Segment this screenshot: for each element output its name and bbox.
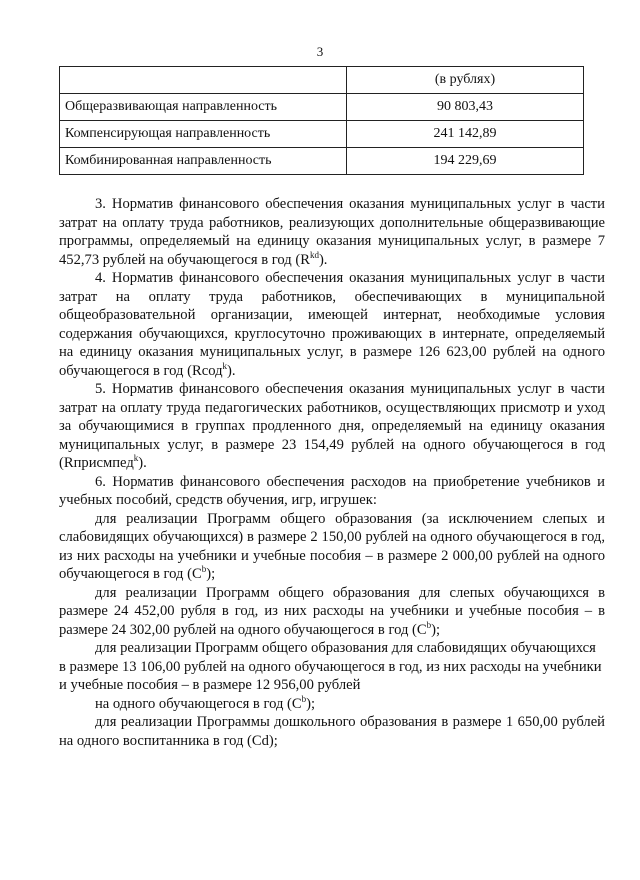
- table-row-label: Компенсирующая направленность: [60, 121, 347, 148]
- paragraph-end: );: [206, 566, 216, 582]
- paragraph-end: );: [431, 621, 441, 638]
- table-row: [60, 148, 584, 175]
- table-cell: [60, 67, 347, 94]
- table-row-value: 90 803,43: [347, 94, 584, 121]
- superscript: b: [201, 564, 207, 575]
- paragraph-8: [59, 584, 605, 640]
- standards-table: [59, 66, 584, 175]
- paragraph-text: 4. Норматив финансового обеспечения оказания муниципальных услуг в части затрат на оплату труда работников, обеспечивающих в муниципальной общеобразовательной организации, имеющей интернат, необходимые условия содержания обучающихся, круглосуточно проживающих в интернате, определяемый на единицу оказания муниципальных услуг, в размере 126 623,00 рублей на одного обучающегося в год (Rсод: [59, 270, 605, 379]
- paragraph-3: [59, 195, 605, 269]
- paragraph-text: 3. Норматив финансового обеспечения оказания муниципальных услуг в части затрат на оплату труда работников, реализующих дополнительные общеразвивающие программы, определяемый на единицу оказания муниципальных услуг, в размере 7 452,73 рублей на обучающегося в год (R: [59, 196, 605, 268]
- paragraph-6: 6. Норматив финансового обеспечения расходов на приобретение учебников и учебных пособий, средств обучения, игр, игрушек:: [59, 473, 605, 508]
- paragraph-9: для реализации Программ общего образования для слабовидящих обучающихся в размере 13 106,00 рублей на одного обучающегося в год, из них расходы на учебники и учебные пособия – в размере 12 956,00 рублей: [59, 640, 602, 693]
- superscript: k: [133, 453, 139, 464]
- table-row: [60, 94, 584, 121]
- superscript: kd: [309, 249, 319, 260]
- superscript: k: [222, 360, 228, 371]
- table-row-value: 194 229,69: [347, 148, 584, 175]
- document-body: [59, 195, 605, 750]
- paragraph-5: [59, 380, 605, 473]
- table-row-label: Общеразвивающая направленность: [60, 94, 347, 121]
- superscript: b: [426, 619, 432, 630]
- table-header-row: [60, 67, 584, 94]
- table-unit-header: (в рублях): [347, 67, 584, 94]
- page-number: 3: [316, 44, 324, 59]
- paragraph-end: );: [306, 695, 316, 712]
- paragraph-end: ).: [318, 251, 328, 268]
- paragraph-end: ).: [138, 455, 147, 471]
- paragraph-7: [59, 510, 605, 584]
- table-row-label: Комбинированная направленность: [60, 148, 347, 175]
- paragraph-text: на одного обучающегося в год (C: [95, 695, 302, 712]
- paragraph-text: 5. Норматив финансового обеспечения оказания муниципальных услуг в части затрат на оплату труда педагогических работников, осуществляющих присмотр и уход за обучающимися в группах продленного дня, определяемый на единицу оказания муниципальных услуг, в размере 23 154,49 рублей на одного обучающегося в год (Rприсмпед: [59, 381, 605, 471]
- paragraph-11: для реализации Программы дошкольного образования в размере 1 650,00 рублей на одного воспитанника в год (Cd);: [59, 714, 605, 749]
- table-row: [60, 121, 584, 148]
- table-row-value: 241 142,89: [347, 121, 584, 148]
- paragraph-4: [59, 269, 605, 380]
- paragraph-text: для реализации Программ общего образования (за исключением слепых и слабовидящих обучающихся) в размере 2 150,00 рублей на одного обучающегося в год, из них расходы на учебники и учебные пособия – в размере 2 000,00 рублей на одного обучающегося в год (C: [59, 510, 605, 582]
- paragraph-end: ).: [227, 362, 236, 379]
- superscript: b: [301, 693, 307, 704]
- paragraph-text: для реализации Программ общего образования для слепых обучающихся в размере 24 452,00 рубля в год, из них расходы на учебники и учебные пособия – в размере 24 302,00 рублей на одного обучающегося в год (C: [59, 584, 605, 638]
- paragraph-10: [59, 695, 605, 714]
